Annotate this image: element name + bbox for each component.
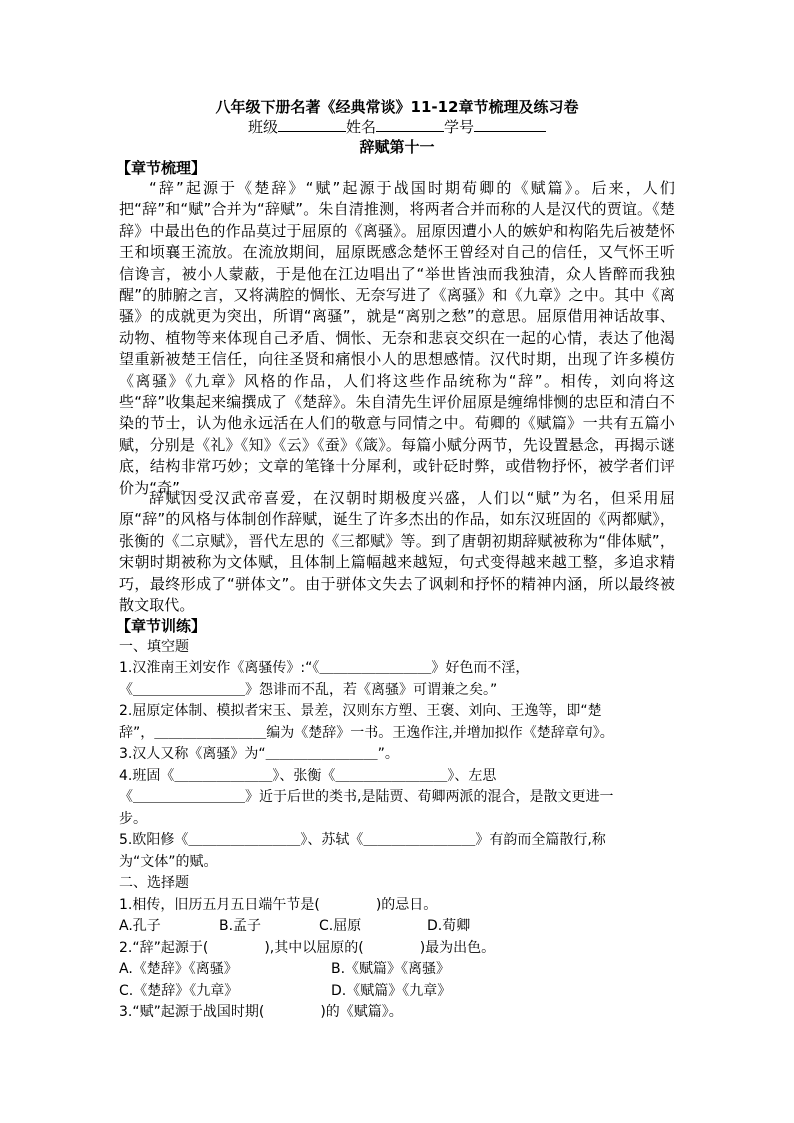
question-3: 3.汉人又称《离骚》为“＿＿＿＿＿＿＿＿”。 bbox=[119, 746, 399, 762]
question-1-line-1: 1.汉淮南王刘安作《离骚传》:“《＿＿＿＿＿＿＿＿》好色而不淫， bbox=[119, 660, 530, 676]
id-blank[interactable] bbox=[474, 117, 546, 132]
practice-heading: 【章节训练】 bbox=[116, 617, 207, 635]
option-b[interactable]: B.孟子 bbox=[219, 918, 262, 934]
fill-in-section-title: 一、填空题 bbox=[119, 639, 189, 655]
worksheet-title: 八年级下册名著《经典常谈》11-12章节梳理及练习卷 bbox=[215, 98, 579, 116]
choice-question-1: 1.相传，旧历五月五日端午节是( )的忌日。 bbox=[119, 897, 438, 913]
choice-question-2: 2.“辞”起源于( ),其中以屈原的( )最为出色。 bbox=[119, 940, 496, 956]
id-label: 学号 bbox=[444, 118, 475, 136]
choice-question-2-options-row-2 bbox=[119, 981, 679, 1003]
question-4-line-2: 《＿＿＿＿＿＿＿＿》近于后世的类书,是陆贾、荀卿两派的混合，是散文更进一 bbox=[119, 789, 614, 805]
option-d[interactable]: D.荀卿 bbox=[427, 918, 471, 934]
option-d[interactable]: D.《赋篇》《九章》 bbox=[331, 983, 452, 999]
name-label: 姓名 bbox=[345, 118, 376, 136]
question-2-line-1: 2.屈原定体制、模拟者宋玉、景差，汉则东方塑、王褒、刘向、王逸等，即“楚 bbox=[119, 703, 602, 719]
chapter-title: 辞赋第十一 bbox=[359, 138, 435, 156]
choice-section-title: 二、选择题 bbox=[119, 875, 189, 891]
option-c[interactable]: C.《楚辞》《九章》 bbox=[119, 983, 239, 999]
choice-question-3: 3.“赋”起源于战国时期( )的《赋篇》。 bbox=[119, 1004, 403, 1020]
question-4-line-1: 4.班固《＿＿＿＿＿＿＿》、张衡《＿＿＿＿＿＿＿＿》、左思 bbox=[119, 768, 497, 784]
class-blank[interactable] bbox=[278, 117, 346, 132]
question-1-line-2: 《＿＿＿＿＿＿＿＿》怨诽而不乱，若《离骚》可谓兼之矣。” bbox=[119, 682, 498, 698]
choice-question-2-options-row-1 bbox=[119, 959, 679, 981]
choice-question-1-options bbox=[119, 916, 679, 938]
option-b[interactable]: B.《赋篇》《离骚》 bbox=[331, 961, 451, 977]
option-a[interactable]: A.孔子 bbox=[119, 918, 161, 934]
name-blank[interactable] bbox=[376, 117, 444, 132]
review-paragraph-2: 辞赋因受汉武帝喜爱，在汉朝时期极度兴盛，人们以“赋”为名，但采用屈原“辞”的风格与体制创作辞赋，诞生了许多杰出的作品，如东汉班固的《两都赋》，张衡的《二京赋》，晋代左思的《三都赋》等。到了唐朝初期辞赋被称为“俳体赋”，宋朝时期被称为文体赋，且体制上篇幅越来越短，句式变得越来越工整，多追求精巧，最终形成了“骈体文”。由于骈体文失去了讽刺和抒怀的精神内涵，所以最终被散文取代。 bbox=[119, 489, 675, 615]
option-a[interactable]: A.《楚辞》《离骚》 bbox=[119, 961, 238, 977]
student-info-line bbox=[0, 117, 794, 137]
review-paragraph-1: “辞”起源于《楚辞》“赋”起源于战国时期荀卿的《赋篇》。后来，人们把“辞”和“赋”合并为“辞赋”。朱自清推测，将两者合并而称的人是汉代的贾谊。《楚辞》中最出色的作品莫过于屈原的《离骚》。屈原因遭小人的嫉妒和构陷先后被楚怀王和顷襄王流放。在流放期间，屈原既感念楚怀王曾经对自己的信任，又气怀王听信谗言，被小人蒙蔽，于是他在江边唱出了“举世皆浊而我独清，众人皆醉而我独醒”的肺腑之言，又将满腔的惆怅、无奈写进了《离骚》和《九章》之中。其中《离骚》的成就更为突出，所谓“离骚”，就是“离别之愁”的意思。屈原借用神话故事、动物、植物等来体现自己矛盾、惆怅、无奈和悲哀交织在一起的心情，表达了他渴望重新被楚王信任，向往圣贤和痛恨小人的思想感情。汉代时期，出现了许多模仿《离骚》《九章》风格的作品，人们将这些作品统称为“辞”。相传，刘向将这些“辞”收集起来编撰成了《楚辞》。朱自清先生评价屈原是缠绵悱恻的忠臣和清白不染的节士，认为他永远活在人们的敬意与同情之中。荀卿的《赋篇》一共有五篇小赋，分别是《礼》《知》《云》《蚕》《箴》。每篇小赋分两节，先设置悬念，再揭示谜底，结构非常巧妙；文章的笔锋十分犀利，或针砭时弊，或借物抒怀，被学者们评价为“奇”。 bbox=[119, 179, 675, 497]
question-4-line-3: 步。 bbox=[119, 811, 147, 827]
option-c[interactable]: C.屈原 bbox=[319, 918, 362, 934]
question-5-line-2: 为“文体”的赋。 bbox=[119, 854, 218, 870]
class-label: 班级 bbox=[247, 118, 278, 136]
review-heading: 【章节梳理】 bbox=[116, 159, 207, 177]
question-2-line-2: 辞”，＿＿＿＿＿＿＿＿编为《楚辞》一书。王逸作注,并增加拟作《楚辞章句》。 bbox=[119, 725, 614, 741]
question-5-line-1: 5.欧阳修《＿＿＿＿＿＿＿＿》、苏轼《＿＿＿＿＿＿＿＿》有韵而全篇散行,称 bbox=[119, 832, 606, 848]
